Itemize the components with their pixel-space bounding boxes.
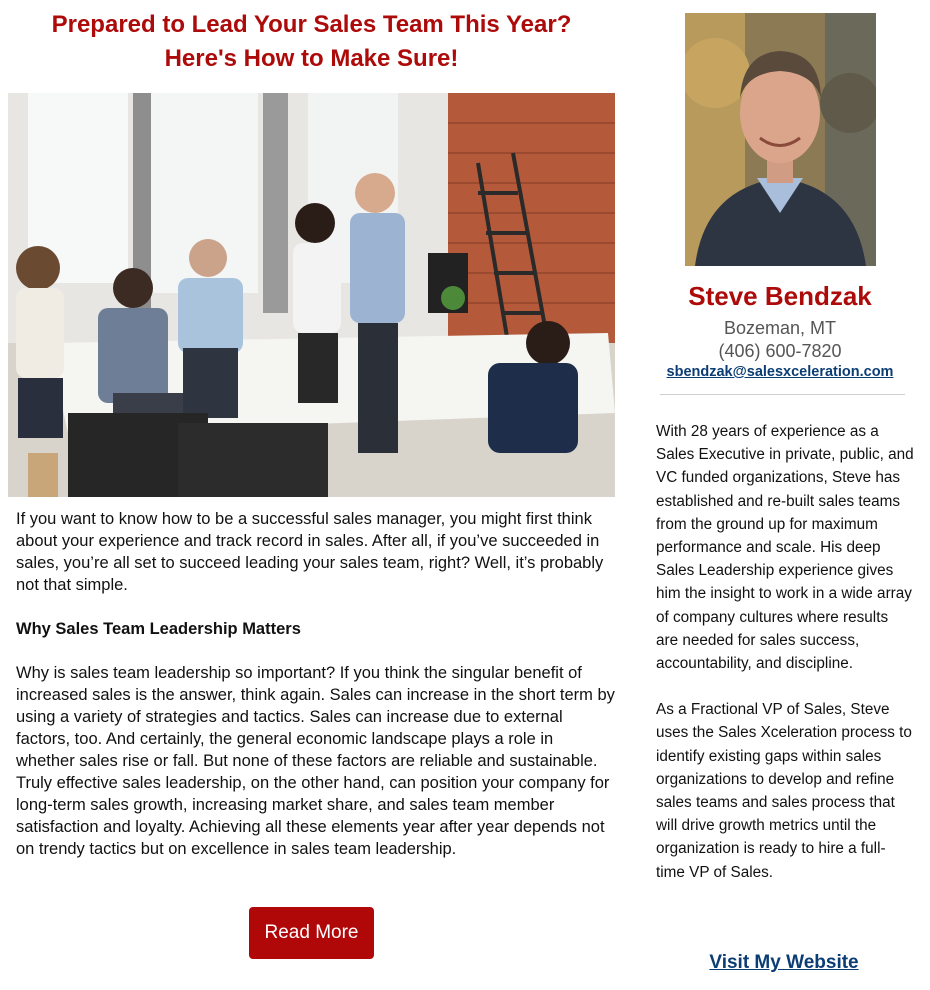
team-meeting-illustration	[8, 93, 615, 497]
article-body	[16, 508, 616, 882]
profile-bio	[656, 420, 914, 907]
article-paragraph: Why is sales team leadership so important? If you think the singular benefit of increased sales is the answer, think again. Sales can increase in the short term by using a variety of strategies and tactics. Sales can increase due to external factors, too. And certainly, the general economic landscape plays a role in whether sales rise or fall. But none of these factors are reliable and sustainable. Truly effective sales leadership, on the other hand, can position your company for long-term sales growth, increasing market share, and sales team member satisfaction and loyalty. Achieving all these elements year after year depends not on trendy tactics but on excellence in sales team leadership.	[16, 664, 615, 858]
article-subheading: Why Sales Team Leadership Matters	[16, 620, 301, 638]
team-meeting-photo	[8, 93, 615, 497]
headline-line-2: Here's How to Make Sure!	[164, 45, 459, 72]
profile-email-link[interactable]: sbendzak@salesxceleration.com	[666, 364, 894, 380]
profile-portrait-illustration	[685, 13, 876, 266]
article-intro: If you want to know how to be a successful sales manager, you might first think about your experience and track record in sales. After all, if you’ve succeeded in sales, you’re all set to succeed leading your sales team, right? Well, it’s probably not that simple.	[16, 510, 604, 594]
bio-paragraph-2: As a Fractional VP of Sales, Steve uses the Sales Xceleration process to identify existing gaps within sales organizations to develop and refine sales teams and sales process that will drive growth metrics until the organization is ready to hire a full-time VP of Sales.	[656, 701, 912, 881]
profile-location: Bozeman, MT	[723, 318, 837, 338]
bio-paragraph-1: With 28 years of experience as a Sales Executive in private, public, and VC funded organizations, Steve has established and re-built sales teams from the ground up for maximum performance and scale. His deep Sales Leadership experience gives him the insight to work in a wide array of company cultures where results are needed for sales success, accountability, and discipline.	[656, 423, 914, 673]
profile-photo	[685, 13, 876, 266]
visit-website-link[interactable]: Visit My Website	[709, 952, 859, 973]
profile-name: Steve Bendzak	[688, 281, 872, 311]
headline-line-1: Prepared to Lead Your Sales Team This Year?	[51, 11, 572, 38]
profile-divider	[660, 394, 905, 395]
read-more-button[interactable]: Read More	[249, 907, 374, 959]
article-headline	[8, 8, 615, 76]
profile-phone: (406) 600-7820	[718, 341, 842, 361]
